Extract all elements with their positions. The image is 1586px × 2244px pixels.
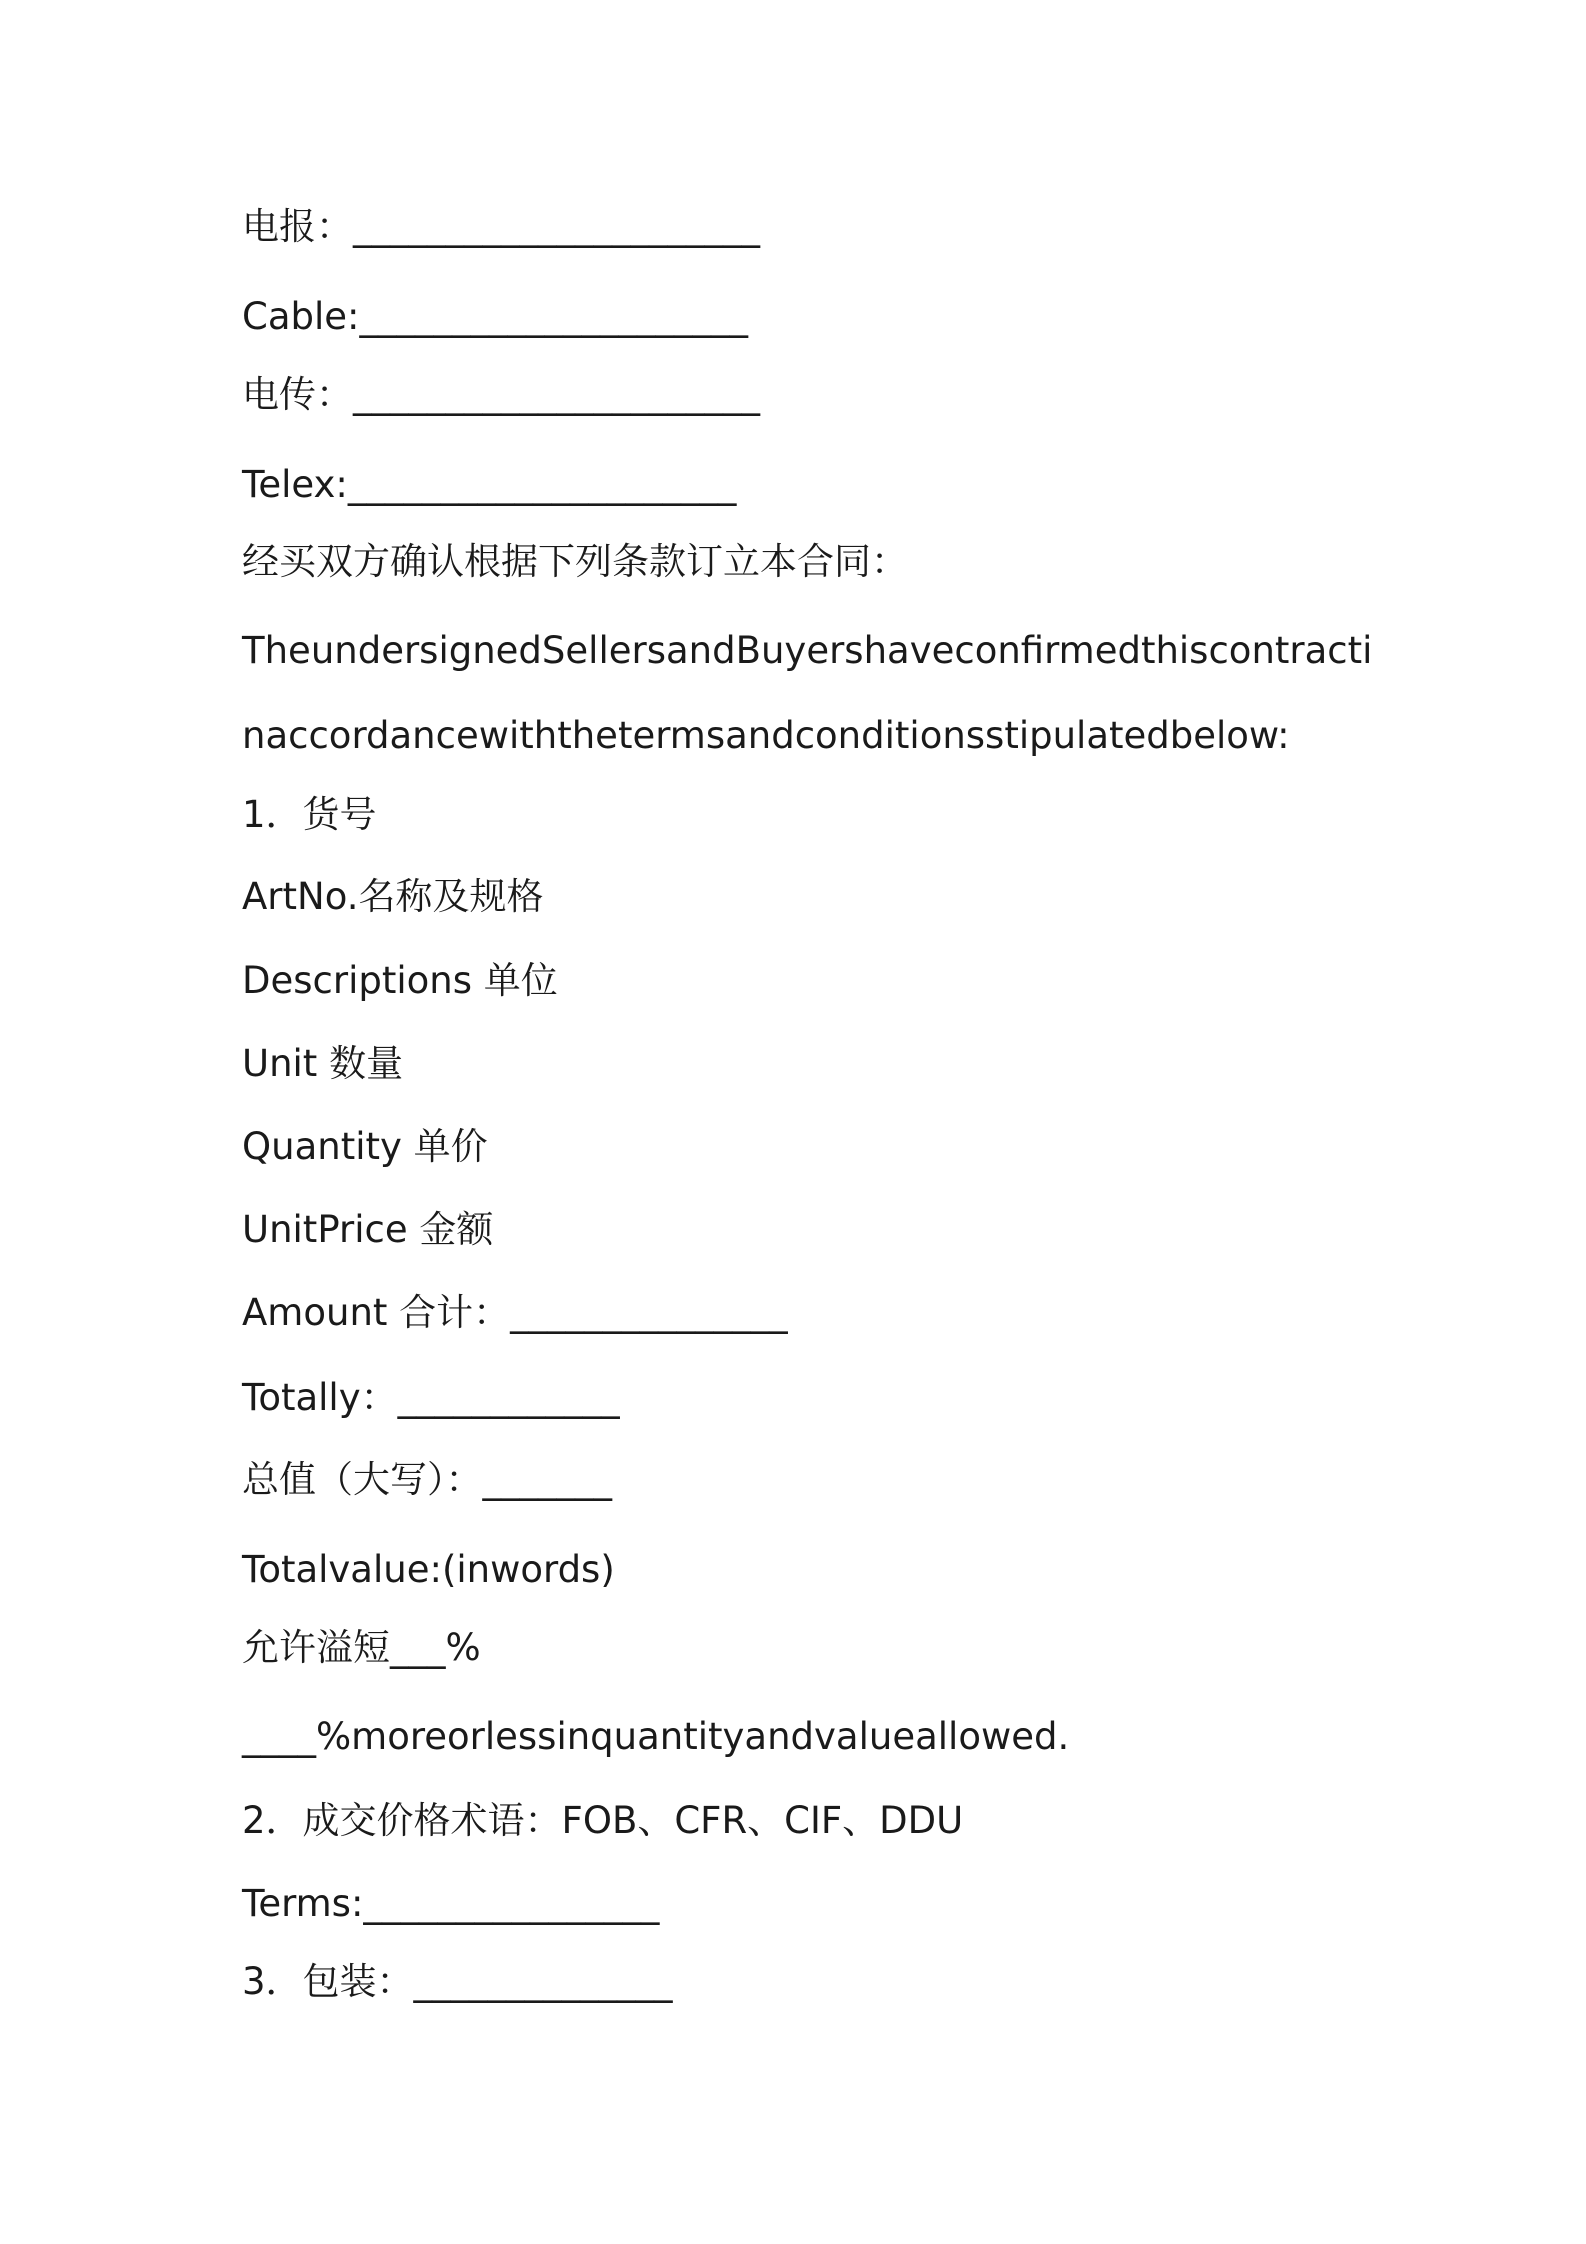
tolerance-en-field: ____%moreorlessinquantityandvalueallowed. bbox=[242, 1715, 1070, 1758]
quantity-label: Quantity 单价 bbox=[242, 1125, 488, 1168]
art-no-label: ArtNo.名称及规格 bbox=[242, 875, 544, 918]
section-1-heading: 1．货号 bbox=[242, 793, 377, 836]
cable-field: Cable:_____________________ bbox=[242, 295, 749, 338]
total-value-cn-field: 总值（大写）：_______ bbox=[242, 1458, 612, 1501]
tolerance-cn-field: 允许溢短___% bbox=[242, 1626, 481, 1669]
total-value-en-label: Totalvalue:(inwords) bbox=[242, 1548, 615, 1591]
section-3-packing: 3．包装：______________ bbox=[242, 1960, 673, 2003]
section-2-price-terms: 2．成交价格术语：FOB、CFR、CIF、DDU bbox=[242, 1799, 964, 1842]
unit-label: Unit 数量 bbox=[242, 1042, 404, 1085]
telex-field: Telex:_____________________ bbox=[242, 463, 737, 506]
totally-field: Totally：____________ bbox=[242, 1376, 620, 1419]
contract-intro-en-line2: naccordancewiththetermsandconditionsstipulatedbelow: bbox=[242, 714, 1290, 757]
terms-field: Terms:________________ bbox=[242, 1882, 660, 1925]
telex-cn-field: 电传：______________________ bbox=[242, 373, 760, 416]
descriptions-label: Descriptions 单位 bbox=[242, 959, 558, 1002]
unit-price-label: UnitPrice 金额 bbox=[242, 1208, 494, 1251]
contract-intro-en-line1: TheundersignedSellersandBuyershaveconfirmedthiscontracti bbox=[242, 629, 1373, 672]
amount-field: Amount 合计：_______________ bbox=[242, 1291, 788, 1334]
telegram-field: 电报：______________________ bbox=[242, 205, 760, 248]
contract-intro-cn: 经买双方确认根据下列条款订立本合同： bbox=[242, 540, 908, 583]
